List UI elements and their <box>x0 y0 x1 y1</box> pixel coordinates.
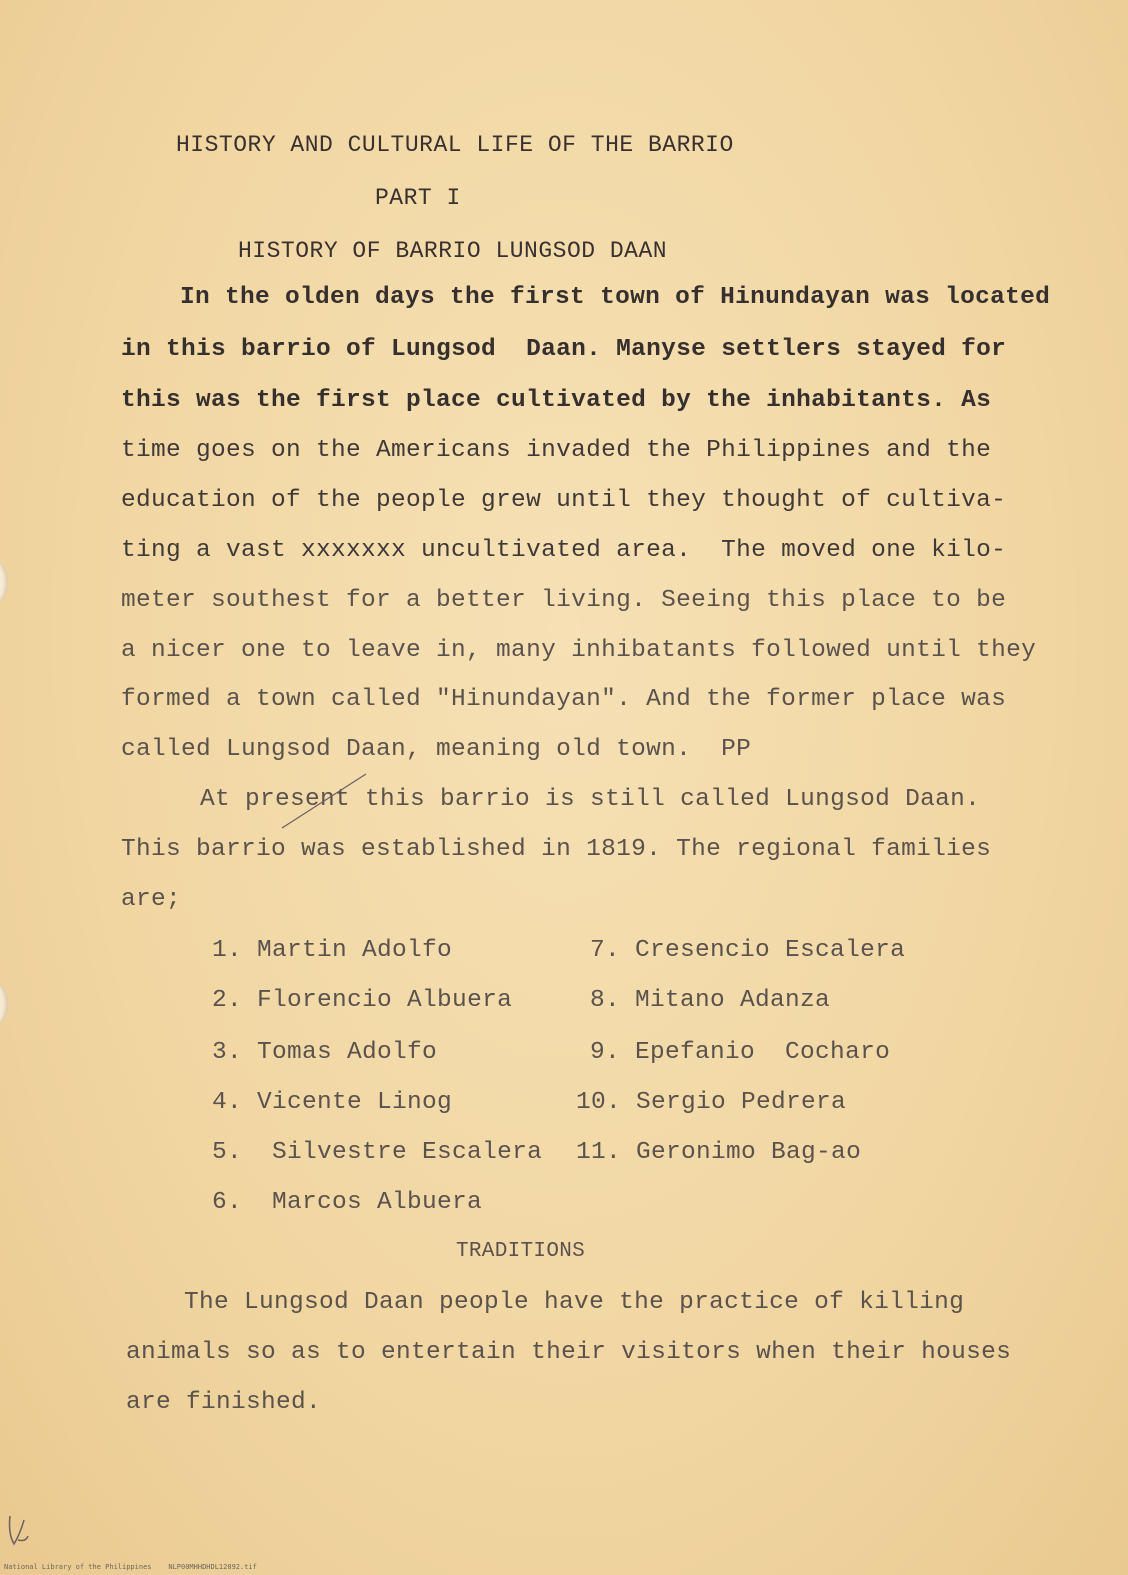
paragraph-line: in this barrio of Lungsod Daan. Manyse settlers stayed for <box>121 336 1007 363</box>
traditions-heading: TRADITIONS <box>456 1240 586 1263</box>
family-entry: 9. Epefanio Cocharo <box>590 1039 891 1066</box>
paragraph-line: ting a vast xxxxxxx uncultivated area. The moved one kilo- <box>121 537 1007 564</box>
paragraph-line: a nicer one to leave in, many inhibatants followed until they <box>121 637 1037 664</box>
paragraph-line: This barrio was established in 1819. The regional families <box>121 836 992 863</box>
paragraph-line: formed a town called "Hinundayan". And the former place was <box>121 686 1007 713</box>
family-entry: 2. Florencio Albuera <box>212 987 513 1014</box>
family-entry: 4. Vicente Linog <box>212 1089 453 1116</box>
family-entry: 6. Marcos Albuera <box>212 1189 483 1216</box>
punch-hole <box>0 560 8 604</box>
pencil-stroke <box>280 770 370 830</box>
family-entry: 5. Silvestre Escalera <box>212 1139 543 1166</box>
paragraph-line: At present this barrio is still called Lungsod Daan. <box>200 786 981 813</box>
family-entry: 3. Tomas Adolfo <box>212 1039 438 1066</box>
family-entry: 11. Geronimo Bag-ao <box>576 1139 862 1166</box>
paragraph-line: animals so as to entertain their visitors when their houses <box>126 1339 1012 1366</box>
main-title: HISTORY AND CULTURAL LIFE OF THE BARRIO <box>176 132 734 158</box>
paragraph-line: are; <box>121 886 182 913</box>
family-entry: 10. Sergio Pedrera <box>576 1089 847 1116</box>
paragraph-line: In the olden days the first town of Hinundayan was located <box>180 284 1051 311</box>
punch-hole <box>0 982 8 1026</box>
family-entry: 8. Mitano Adanza <box>590 987 831 1014</box>
part-title: PART I <box>375 185 461 211</box>
handwritten-mark <box>4 1510 34 1550</box>
archive-footer: National Library of the Philippines NLP00MHHDHDL12092.tif <box>4 1563 257 1571</box>
family-entry: 7. Cresencio Escalera <box>590 937 906 964</box>
paragraph-line: this was the first place cultivated by the inhabitants. As <box>121 387 992 414</box>
paragraph-line: meter southest for a better living. Seeing this place to be <box>121 587 1007 614</box>
paragraph-line: are finished. <box>126 1389 322 1416</box>
family-entry: 1. Martin Adolfo <box>212 937 453 964</box>
paragraph-line: called Lungsod Daan, meaning old town. PP <box>121 736 752 763</box>
paragraph-line: education of the people grew until they thought of cultiva- <box>121 487 1007 514</box>
section-subtitle: HISTORY OF BARRIO LUNGSOD DAAN <box>238 238 668 264</box>
paragraph-line: The Lungsod Daan people have the practice of killing <box>184 1289 965 1316</box>
paragraph-line: time goes on the Americans invaded the Philippines and the <box>121 437 992 464</box>
